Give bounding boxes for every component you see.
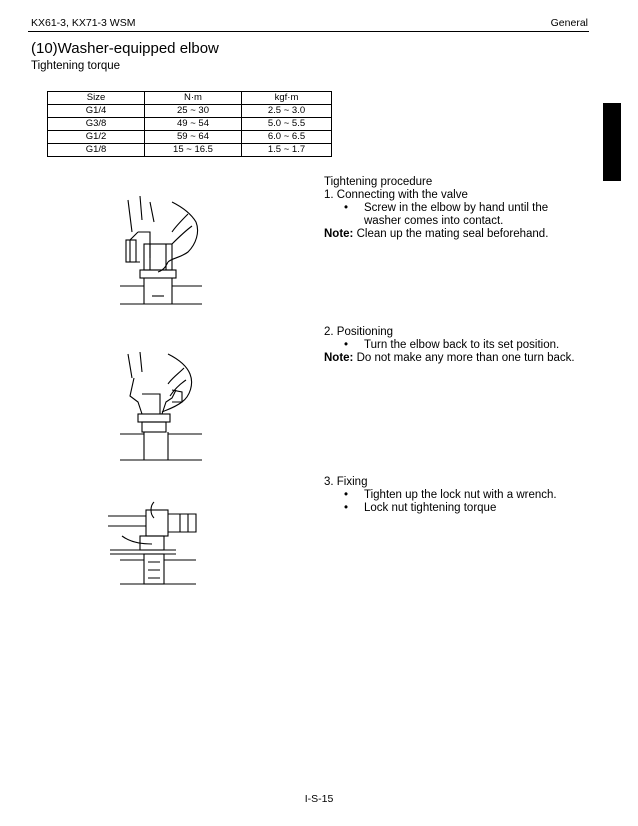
cell-size: G1/8 <box>48 144 145 157</box>
step1-bullet1-cont: washer comes into contact. <box>364 215 504 227</box>
table-row <box>48 131 332 144</box>
figure-hand-positioning-elbow <box>112 348 212 468</box>
table-row <box>48 118 332 131</box>
table-header-row <box>48 92 332 105</box>
bullet-icon: • <box>344 502 349 514</box>
section-title: (10)Washer-equipped elbow <box>31 40 219 57</box>
figure-wrench-fixing <box>100 492 210 592</box>
cell-nm: 59 ~ 64 <box>145 131 242 144</box>
step3-bullet1 <box>344 489 557 502</box>
step3-bullet1-text: Tighten up the lock nut with a wrench. <box>364 489 557 501</box>
figure-hand-screwing-elbow <box>110 192 210 312</box>
procedure-title: Tightening procedure <box>324 176 433 188</box>
step2-bullet1-text: Turn the elbow back to its set position. <box>364 339 560 351</box>
step3-bullet2-text: Lock nut tightening torque <box>364 502 497 514</box>
step3-bullet2 <box>344 502 496 515</box>
step1-bullet1-text: Screw in the elbow by hand until the <box>364 202 549 214</box>
header-chapter: General <box>550 17 588 29</box>
header-manual-title: KX61-3, KX71-3 WSM <box>31 17 136 29</box>
cell-size: G3/8 <box>48 118 145 131</box>
table-row <box>48 105 332 118</box>
cell-nm: 15 ~ 16.5 <box>145 144 242 157</box>
note-text: Clean up the mating seal beforehand. <box>353 228 549 240</box>
chapter-index-tab <box>603 103 621 181</box>
bullet-icon: • <box>344 489 349 501</box>
step3-label: 3. Fixing <box>324 476 368 488</box>
cell-kgfm: 1.5 ~ 1.7 <box>242 144 332 157</box>
table-row <box>48 144 332 157</box>
note-label: Note: <box>324 352 354 364</box>
cell-size: G1/2 <box>48 131 145 144</box>
header-rule <box>28 31 589 32</box>
cell-kgfm: 5.0 ~ 5.5 <box>242 118 332 131</box>
col-header-size: Size <box>48 92 145 105</box>
note-label: Note: <box>324 228 354 240</box>
step1-bullet1 <box>344 202 548 215</box>
step2-note <box>324 352 575 365</box>
cell-kgfm: 6.0 ~ 6.5 <box>242 131 332 144</box>
cell-nm: 49 ~ 54 <box>145 118 242 131</box>
step1-note <box>324 228 548 241</box>
section-subtitle: Tightening torque <box>31 60 121 72</box>
cell-kgfm: 2.5 ~ 3.0 <box>242 105 332 118</box>
bullet-icon: • <box>344 339 349 351</box>
step1-label: 1. Connecting with the valve <box>324 189 468 201</box>
step2-bullet1 <box>344 339 559 352</box>
page-number: I-S-15 <box>304 793 334 805</box>
step2-label: 2. Positioning <box>324 326 394 338</box>
torque-table <box>47 91 332 157</box>
bullet-icon: • <box>344 202 349 214</box>
col-header-nm: N·m <box>145 92 242 105</box>
cell-size: G1/4 <box>48 105 145 118</box>
cell-nm: 25 ~ 30 <box>145 105 242 118</box>
note-text: Do not make any more than one turn back. <box>353 352 575 364</box>
col-header-kgfm: kgf·m <box>242 92 332 105</box>
